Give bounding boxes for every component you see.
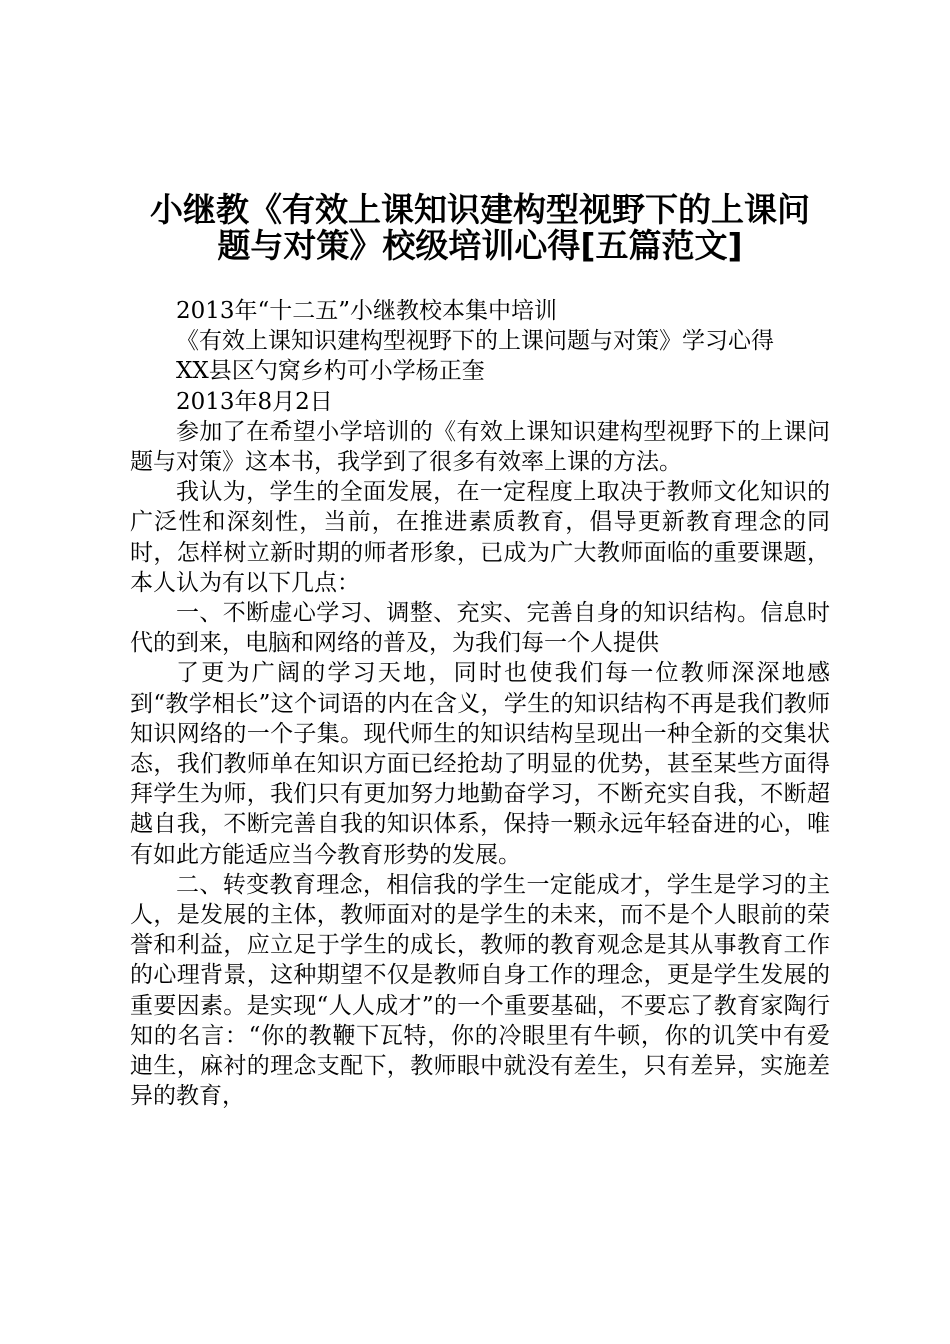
document-title-line-1: 小继教《有效上课知识建构型视野下的上课问 [150,190,810,229]
document-body [130,296,830,1111]
document-title-line-2: 题与对策》校级培训心得[五篇范文] [217,226,743,265]
paragraph-author: XX县区勺窝乡杓可小学杨正奎 [176,358,485,385]
paragraph-point-one: 一、不断虚心学习、调整、充实、完善自身的知识结构。信息时代的到来，电脑和网络的普及，为我们每一个人提供 [130,600,830,657]
paragraph-point-one-continued: 了更为广阔的学习天地，同时也使我们每一位教师深深地感到“教学相长”这个词语的内在含义，学生的知识结构不再是我们教师知识网络的一个子集。现代师生的知识结构呈现出一种全新的交集状态，我们教师单在知识方面已经抢劫了明显的优势，甚至某些方面得拜学生为师，我们只有更加努力地勤奋学习，不断充实自我，不断超越自我，不断完善自我的知识体系，保持一颗永远年轻奋进的心，唯有如此方能适应当今教育形势的发展。 [130,660,830,868]
paragraph-book-title: 《有效上课知识建构型视野下的上课问题与对策》学习心得 [176,328,774,355]
paragraph-point-two: 二、转变教育理念，相信我的学生一定能成才，学生是学习的主人，是发展的主体，教师面对的是学生的未来，而不是个人眼前的荣誉和利益，应立足于学生的成长，教师的教育观念是其从事教育工作的心理背景，这种期望不仅是教师自身工作的理念，更是学生发展的重要因素。是实现“人人成才”的一个重要基础，不要忘了教育家陶行知的名言：“你的教鞭下瓦特，你的冷眼里有牛顿，你的讥笑中有爱迪生，麻衬的理念支配下，教师眼中就没有差生，只有差异，实施差异的教育， [130,871,830,1110]
paragraph-date: 2013年8月2日 [176,388,333,415]
paragraph-view: 我认为，学生的全面发展，在一定程度上取决于教师文化知识的广泛性和深刻性，当前，在推进素质教育，倡导更新教育理念的同时，怎样树立新时期的师者形象，已成为广大教师面临的重要课题，本人认为有以下几点： [130,479,830,596]
paragraph-intro: 参加了在希望小学培训的《有效上课知识建构型视野下的上课问题与对策》这本书，我学到了很多有效率上课的方法。 [130,418,830,476]
paragraph-training-name: 2013年“十二五”小继教校本集中培训 [176,298,558,324]
